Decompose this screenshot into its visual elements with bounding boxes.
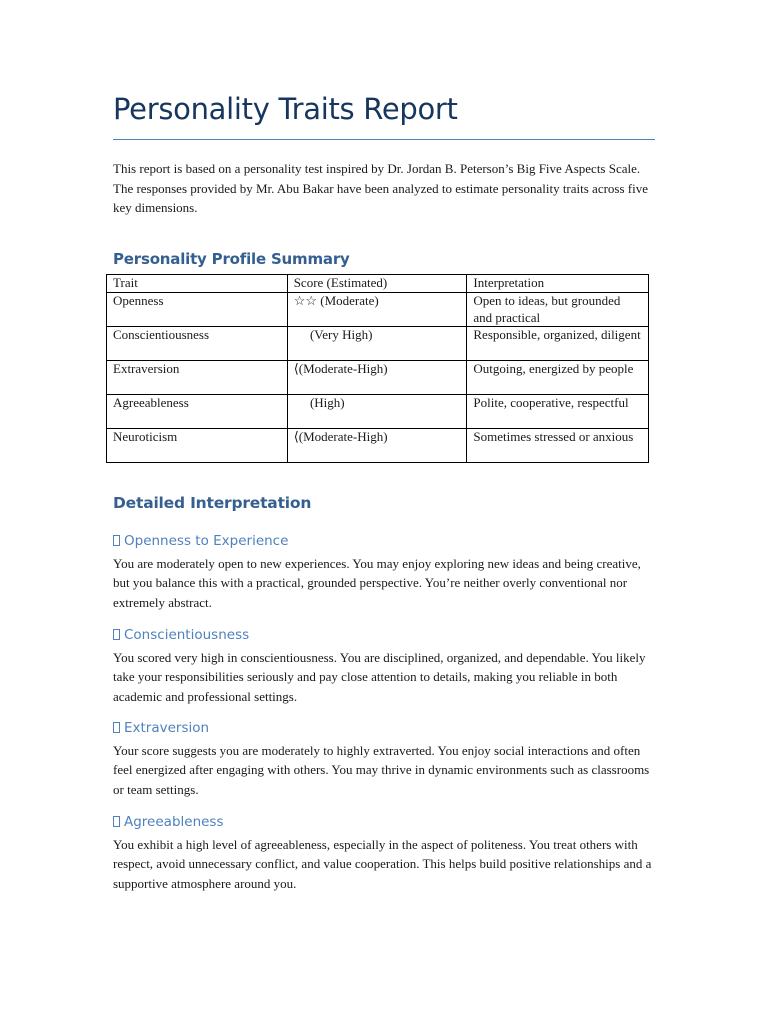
table-header-row bbox=[107, 275, 649, 293]
table-row-agreeableness bbox=[107, 395, 649, 429]
table-row-conscientiousness bbox=[107, 327, 649, 361]
trait-cell: Openness bbox=[107, 293, 288, 327]
table-row-openness bbox=[107, 293, 649, 327]
section-title-text: Openness to Experience bbox=[124, 533, 289, 549]
trait-cell: Neuroticism bbox=[107, 429, 288, 463]
interpretation-cell: Polite, cooperative, respectful bbox=[467, 395, 649, 429]
summary-heading: Personality Profile Summary bbox=[113, 250, 350, 268]
section-body-conscientiousness: You scored very high in conscientiousness. You are disciplined, organized, and dependable. You likely take your responsibilities seriously and pay close attention to details, making you reliable in both academic and professional settings. bbox=[113, 650, 646, 704]
section-title-conscientiousness bbox=[113, 627, 249, 643]
table-row-neuroticism bbox=[107, 429, 649, 463]
section-title-text: Conscientiousness bbox=[124, 627, 250, 643]
header-trait: Trait bbox=[107, 275, 288, 293]
table-row-extraversion bbox=[107, 361, 649, 395]
interpretation-cell: Sometimes stressed or anxious bbox=[467, 429, 649, 463]
title-divider bbox=[113, 139, 655, 140]
missing-glyph-icon bbox=[113, 722, 120, 733]
section-title-agreeableness bbox=[113, 814, 224, 830]
section-body-extraversion: Your score suggests you are moderately to highly extraverted. You enjoy social interactions and often feel energized after engaging with others. You may thrive in dynamic environments such as classrooms or team settings. bbox=[113, 743, 650, 797]
score-cell: ⟨(Moderate-High) bbox=[287, 429, 467, 463]
header-interpretation: Interpretation bbox=[467, 275, 649, 293]
section-body-agreeableness: You exhibit a high level of agreeableness, especially in the aspect of politeness. You treat others with respect, avoid unnecessary conflict, and value cooperation. This helps build positive relationships and a supportive atmosphere around you. bbox=[113, 837, 652, 891]
section-body-openness: You are moderately open to new experiences. You may enjoy exploring new ideas and being creative, but you balance this with a practical, grounded perspective. You’re neither overly conventional nor extremely abstract. bbox=[113, 556, 641, 610]
document-title: Personality Traits Report bbox=[113, 92, 458, 126]
interpretation-cell: Responsible, organized, diligent bbox=[467, 327, 649, 361]
trait-cell: Agreeableness bbox=[107, 395, 288, 429]
score-cell: ☆☆ (Moderate) bbox=[287, 293, 467, 327]
section-title-text: Agreeableness bbox=[124, 814, 224, 830]
trait-cell: Extraversion bbox=[107, 361, 288, 395]
interpretation-cell: Open to ideas, but grounded and practical bbox=[467, 293, 649, 327]
detailed-heading: Detailed Interpretation bbox=[113, 494, 312, 512]
missing-glyph-icon bbox=[113, 535, 120, 546]
profile-table bbox=[106, 274, 649, 463]
section-title-openness bbox=[113, 533, 288, 549]
section-title-text: Extraversion bbox=[124, 720, 210, 736]
score-cell: (Very High) bbox=[287, 327, 467, 361]
header-score: Score (Estimated) bbox=[287, 275, 467, 293]
intro-paragraph: This report is based on a personality test inspired by Dr. Jordan B. Peterson’s Big Five Aspects Scale. The responses provided by Mr. Abu Bakar have been analyzed to estimate personality traits across five key dimensions. bbox=[113, 161, 649, 215]
missing-glyph-icon bbox=[113, 629, 120, 640]
score-cell: (High) bbox=[287, 395, 467, 429]
interpretation-cell: Outgoing, energized by people bbox=[467, 361, 649, 395]
missing-glyph-icon bbox=[113, 816, 120, 827]
trait-cell: Conscientiousness bbox=[107, 327, 288, 361]
section-title-extraversion bbox=[113, 720, 209, 736]
score-cell: ⟨(Moderate-High) bbox=[287, 361, 467, 395]
